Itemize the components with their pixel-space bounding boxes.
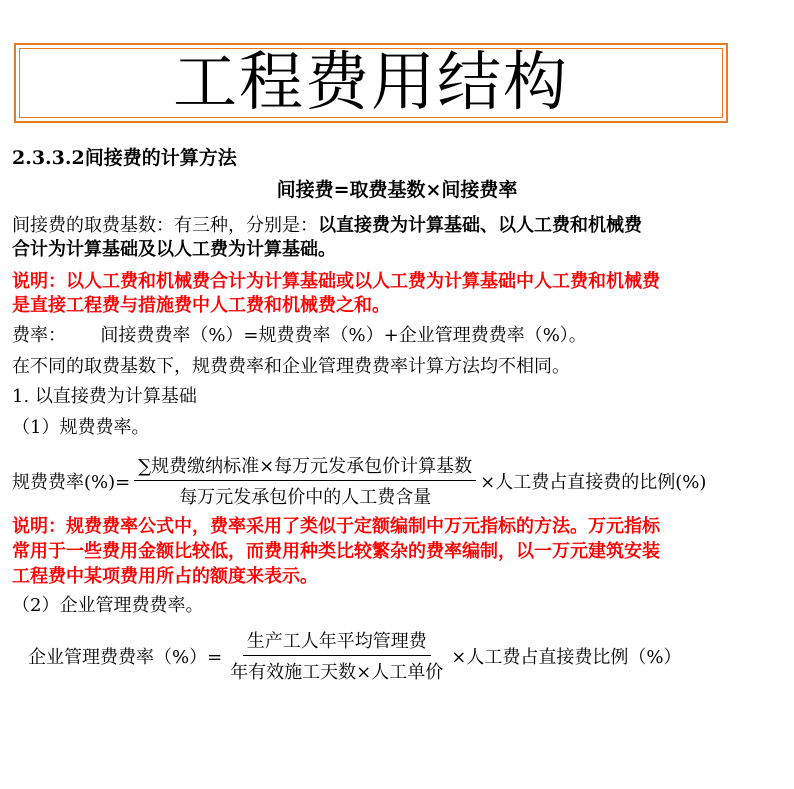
base-intro: 间接费的取费基数：有三种，分别是： [12, 215, 318, 236]
main-formula: 间接费=取费基数×间接费率 [276, 179, 518, 201]
page-title: 工程费用结构 [173, 46, 569, 120]
formula2-numerator: 生产工人年平均管理费 [243, 627, 431, 656]
formula2-left: 企业管理费费率（%）= [28, 646, 223, 668]
item1-sub2: （2）企业管理费费率。 [12, 595, 204, 616]
note2-line-2: 常用于一些费用金额比较低，而费用种类比较繁杂的费率编制，以一万元建筑安装 [12, 541, 660, 562]
formula-2 [28, 627, 681, 684]
item1-heading: 1. 以直接费为计算基础 [12, 386, 197, 407]
title-box [14, 43, 728, 123]
formula2-fraction [226, 627, 447, 684]
note1-line-2: 是直接工程费与措施费中人工费和机械费之和。 [12, 295, 390, 316]
formula1-fraction [134, 452, 476, 509]
note2-line-1: 说明：规费费率公式中，费率采用了类似于定额编制中万元指标的方法。万元指标 [12, 516, 660, 537]
formula1-numerator: ∑规费缴纳标准×每万元发承包价计算基数 [134, 452, 476, 481]
base-paragraph-line-1 [12, 215, 642, 237]
base-bold-1: 以直接费为计算基础、以人工费和机械费 [318, 215, 642, 236]
rate-note: 在不同的取费基数下，规费费率和企业管理费费率计算方法均不相同。 [12, 356, 570, 377]
formula1-right: ×人工费占直接费的比例(%) [480, 471, 707, 493]
rate-line: 费率： 间接费费率（%）=规费费率（%）+企业管理费费率（%）。 [12, 325, 587, 346]
formula2-right: ×人工费占直接费比例（%） [451, 646, 682, 668]
base-bold-2: 合计为计算基础及以人工费为计算基础。 [12, 239, 336, 260]
formula1-left: 规费费率(%)= [12, 471, 131, 493]
section-heading: 2.3.3.2间接费的计算方法 [12, 147, 237, 169]
formula2-denominator: 年有效施工天数×人工单价 [230, 662, 444, 683]
note2-line-3: 工程费中某项费用所占的额度来表示。 [12, 566, 318, 587]
item1-sub1: （1）规费费率。 [12, 417, 150, 438]
formula1-denominator: 每万元发承包价中的人工费含量 [179, 487, 432, 508]
formula-1 [12, 452, 706, 509]
note1-line-1: 说明：以人工费和机械费合计为计算基础或以人工费为计算基础中人工费和机械费 [12, 271, 660, 292]
